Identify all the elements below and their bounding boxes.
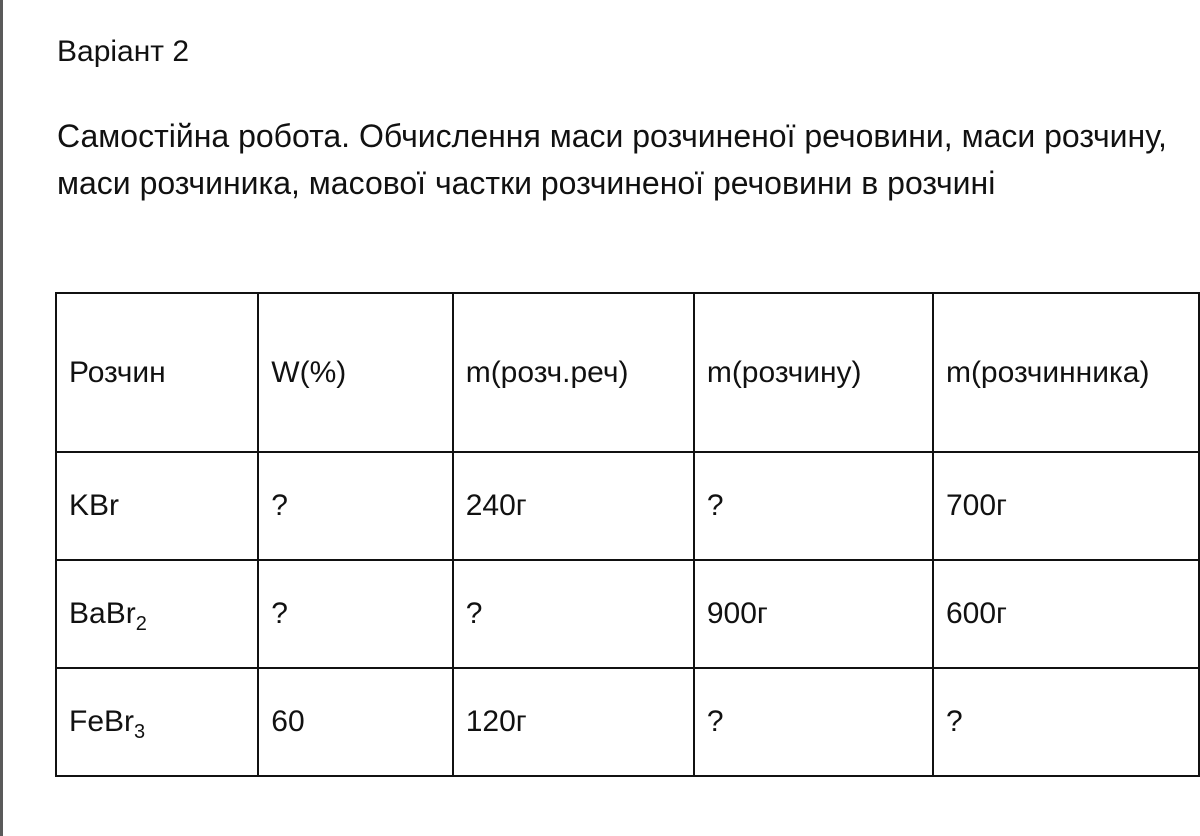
formula-base: BaBr (69, 597, 136, 630)
task-description: Самостійна робота. Обчислення маси розчиненої речовини, маси розчину, маси розчиника, масової частки розчиненої речовини в розчині (57, 118, 1167, 201)
formula-subscript: 3 (134, 721, 146, 743)
header-solvent-mass: m(розчинника) (933, 293, 1199, 452)
cell-mass-fraction: ? (258, 560, 452, 668)
cell-solvent-mass: 600г (933, 560, 1199, 668)
cell-solution (56, 560, 258, 668)
formula-base: FeBr (69, 705, 135, 738)
cell-solution (56, 668, 258, 776)
header-solution-mass: m(розчину) (694, 293, 933, 452)
table-row (56, 560, 1199, 668)
cell-solution-mass: 900г (694, 560, 933, 668)
cell-solute-mass: ? (453, 560, 694, 668)
cell-mass-fraction: ? (258, 452, 452, 560)
cell-solvent-mass: 700г (933, 452, 1199, 560)
cell-mass-fraction: 60 (258, 668, 452, 776)
formula-subscript: 2 (135, 613, 147, 635)
table-row (56, 668, 1199, 776)
table-header-row (56, 293, 1199, 452)
cell-solution-mass: ? (694, 668, 933, 776)
cell-solution (56, 452, 258, 560)
formula-base: KBr (69, 489, 120, 522)
cell-solute-mass: 240г (453, 452, 694, 560)
header-solution: Розчин (56, 293, 258, 452)
header-mass-fraction: W(%) (258, 293, 452, 452)
table-row (56, 452, 1199, 560)
cell-solvent-mass: ? (933, 668, 1199, 776)
variant-title: Варіант 2 (57, 35, 190, 68)
cell-solute-mass: 120г (453, 668, 694, 776)
page-edge (0, 0, 3, 836)
cell-solution-mass: ? (694, 452, 933, 560)
solutions-table (55, 292, 1200, 777)
header-solute-mass: m(розч.реч) (453, 293, 694, 452)
